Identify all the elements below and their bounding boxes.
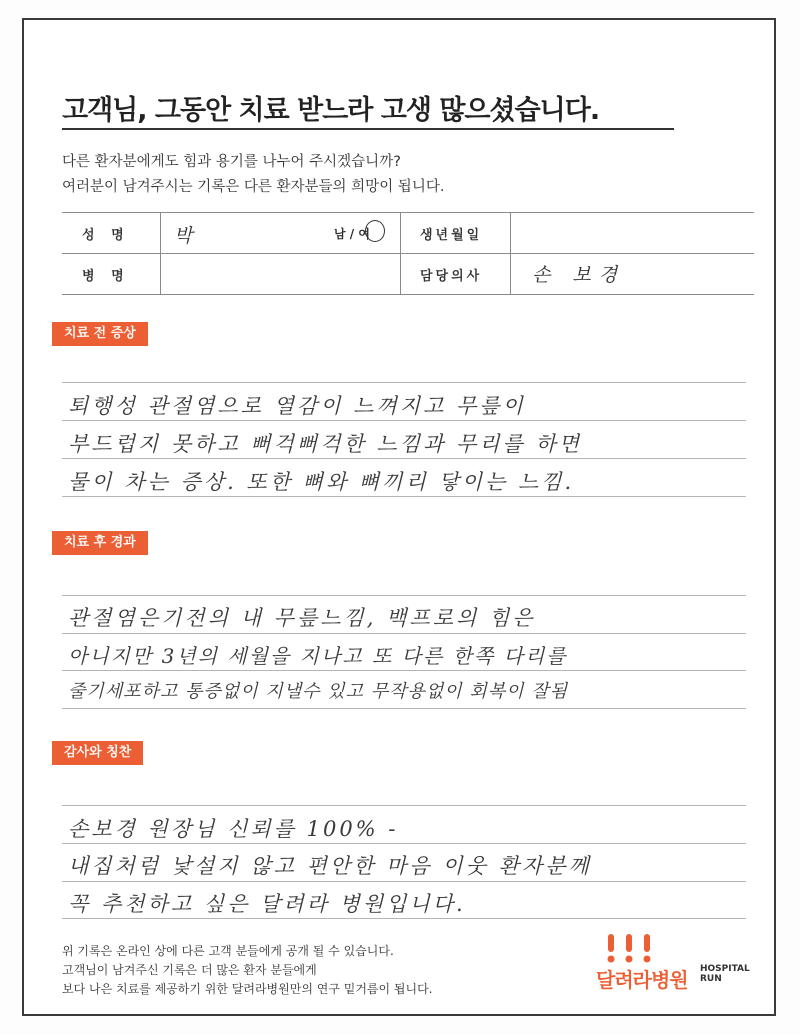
doctor-label: 담당의사 bbox=[420, 269, 483, 284]
rule bbox=[62, 633, 746, 634]
rule bbox=[62, 382, 746, 383]
info-row-disease bbox=[62, 253, 754, 295]
logo-name: 달려라병원 bbox=[596, 968, 688, 992]
before-line-1: 퇴행성 관절염으로 열감이 느껴지고 무릎이 bbox=[68, 394, 526, 418]
gender-selected-circle bbox=[365, 220, 385, 242]
divider bbox=[160, 213, 161, 253]
hospital-logo bbox=[596, 932, 756, 1002]
rule bbox=[62, 881, 746, 882]
footer-note-1: 위 기록은 온라인 상에 다른 고객 분들에게 공개 될 수 있습니다. bbox=[62, 944, 394, 958]
section-label-thanks: 감사와 칭찬 bbox=[52, 741, 143, 765]
rule bbox=[62, 458, 746, 459]
divider bbox=[400, 213, 401, 253]
before-line-3: 물이 차는 증상. 또한 뼈와 뼈끼리 닿이는 느낌. bbox=[68, 470, 575, 494]
page-title: 고객님, 그동안 치료 받느라 고생 많으셨습니다. bbox=[62, 95, 600, 126]
rule bbox=[62, 595, 746, 596]
exclamation-marks-icon bbox=[604, 932, 664, 964]
doctor-value[interactable]: 손 보경 bbox=[532, 264, 626, 286]
rule bbox=[62, 670, 746, 671]
divider bbox=[160, 254, 161, 294]
info-row-name bbox=[62, 212, 754, 253]
title-underline bbox=[62, 128, 674, 130]
logo-sub-line-1: HOSPITAL bbox=[700, 964, 750, 974]
rule bbox=[62, 843, 746, 844]
patient-info-table bbox=[62, 212, 754, 295]
logo-sub bbox=[700, 964, 750, 984]
name-label: 성 명 bbox=[82, 228, 130, 243]
divider bbox=[510, 213, 511, 253]
gender-label[interactable]: 남 / 여 bbox=[334, 227, 370, 241]
logo-sub-line-2: RUN bbox=[700, 974, 722, 984]
footer-note-3: 보다 나은 치료를 제공하기 위한 달려라병원만의 연구 밑거름이 됩니다. bbox=[62, 982, 433, 996]
section-label-before: 치료 전 증상 bbox=[52, 322, 148, 346]
footer-note-2: 고객님이 남겨주신 기록은 더 많은 환자 분들에게 bbox=[62, 963, 317, 977]
thanks-line-1: 손보경 원장님 신뢰를 100% - bbox=[68, 817, 399, 841]
birth-label: 생년월일 bbox=[420, 228, 483, 243]
rule bbox=[62, 918, 746, 919]
divider bbox=[510, 254, 511, 294]
before-line-2: 부드럽지 못하고 뻐걱뻐걱한 느낌과 무리를 하면 bbox=[68, 432, 583, 456]
divider bbox=[400, 254, 401, 294]
name-value[interactable]: 박 bbox=[174, 225, 193, 247]
rule bbox=[62, 805, 746, 806]
section-label-after: 치료 후 경과 bbox=[52, 531, 148, 555]
thanks-line-2: 내집처럼 낯설지 않고 편안한 마음 이웃 환자분께 bbox=[68, 854, 592, 878]
rule bbox=[62, 708, 746, 709]
disease-label: 병 명 bbox=[82, 269, 130, 284]
rule bbox=[62, 496, 746, 497]
intro-line-2: 여러분이 남겨주시는 기록은 다른 환자분들의 희망이 됩니다. bbox=[62, 179, 445, 195]
thanks-line-3: 꼭 추천하고 싶은 달려라 병원입니다. bbox=[68, 892, 466, 916]
after-line-2: 아니지만 3년의 세월을 지나고 또 다른 한쪽 다리를 bbox=[68, 644, 568, 668]
rule bbox=[62, 420, 746, 421]
intro-line-1: 다른 환자분에게도 힘과 용기를 나누어 주시겠습니까? bbox=[62, 154, 401, 170]
after-line-1: 관절염은기전의 내 무릎느낌, 백프로의 힘은 bbox=[68, 606, 536, 630]
after-line-3: 줄기세포하고 통증없이 지낼수 있고 무작용없이 회복이 잘됨 bbox=[68, 681, 569, 702]
